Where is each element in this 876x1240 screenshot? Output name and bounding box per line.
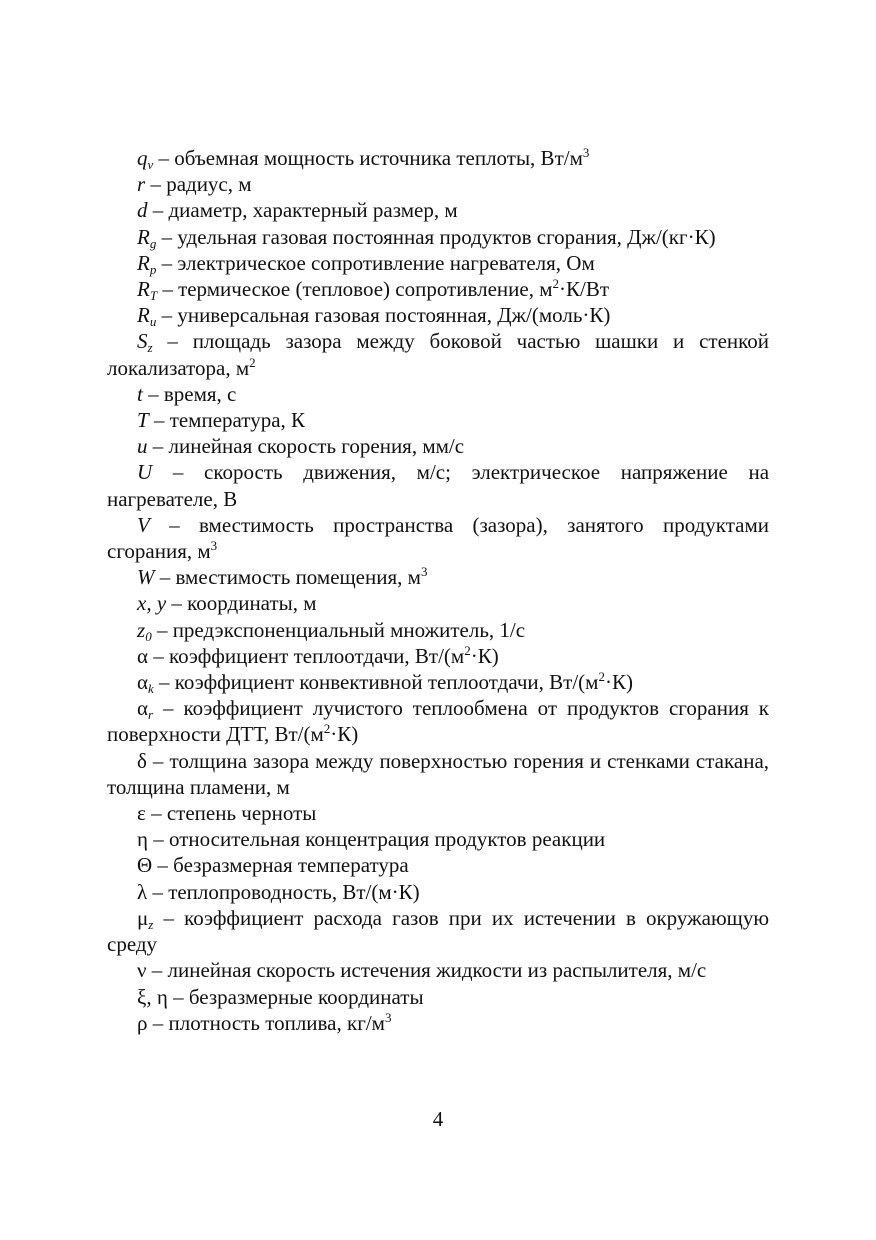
notation-description: диаметр, характерный размер, м xyxy=(168,198,458,223)
notation-description: универсальная газовая постоянная, Дж/(моль·К) xyxy=(177,303,611,328)
symbol-subscript: g xyxy=(149,235,157,251)
notation-dash: – xyxy=(161,250,173,275)
unit-superscript: 2 xyxy=(552,276,559,292)
notation-dash: – xyxy=(152,879,163,904)
symbol-base: T xyxy=(137,408,149,433)
notation-symbol xyxy=(137,906,153,930)
notation-description: коэффициент лучистого теплообмена от продуктов сгорания к поверхности ДТТ, Вт/(м xyxy=(107,696,770,747)
notation-entry xyxy=(107,852,769,878)
notation-description: коэффициент расхода газов при их истечении в окружающую среду xyxy=(107,905,770,957)
notation-dash: – xyxy=(169,512,180,537)
notation-entry xyxy=(107,905,769,957)
notation-dash: – xyxy=(162,277,173,302)
notation-dash: – xyxy=(173,984,184,1009)
notation-description: коэффициент конвективной теплоотдачи, Вт/(м xyxy=(174,670,599,695)
notation-entry xyxy=(107,1010,769,1036)
symbol-subscript: 0 xyxy=(145,628,152,644)
notation-entry xyxy=(107,224,769,250)
notation-entry xyxy=(107,826,769,852)
notation-description: скорость движения, м/с; электрическое напряжение на нагревателе, В xyxy=(107,460,770,511)
symbol-base: μ xyxy=(137,905,149,930)
unit-superscript: 3 xyxy=(384,1009,392,1025)
unit-superscript: 3 xyxy=(210,538,218,554)
notation-description: коэффициент теплоотдачи, Вт/(м xyxy=(169,643,465,668)
notation-entry xyxy=(107,695,769,747)
notation-symbol xyxy=(137,749,147,773)
notation-description: вместимость помещения, м xyxy=(175,565,421,590)
notation-description: линейная скорость горения, мм/с xyxy=(168,434,465,459)
notation-description: линейная скорость истечения жидкости из распылителя, м/с xyxy=(167,958,707,983)
notation-description: термическое (тепловое) сопротивление, м xyxy=(178,277,553,302)
notation-dash: – xyxy=(156,617,168,642)
notation-symbol xyxy=(137,146,153,170)
notation-description: плотность топлива, кг/м xyxy=(168,1010,385,1035)
notation-description: вместимость пространства (зазора), занятого продуктами сгорания, м xyxy=(107,512,769,564)
notation-list xyxy=(107,145,769,1036)
notation-entry xyxy=(107,302,769,328)
symbol-base: δ xyxy=(137,748,147,773)
symbol-subscript: r xyxy=(148,707,154,723)
notation-symbol xyxy=(137,434,148,458)
notation-symbol xyxy=(137,958,147,982)
notation-entry xyxy=(107,197,769,223)
notation-dash: – xyxy=(161,303,173,328)
notation-description: удельная газовая постоянная продуктов сгорания, Дж/(кг·К) xyxy=(177,224,716,249)
notation-description: безразмерная температура xyxy=(173,853,409,878)
notation-dash: – xyxy=(152,1010,164,1035)
notation-entry xyxy=(107,617,769,643)
unit-tail: ·К) xyxy=(604,670,633,695)
notation-dash: – xyxy=(152,434,164,459)
notation-dash: – xyxy=(153,408,165,433)
symbol-subscript: z xyxy=(148,916,154,932)
symbol-subscript: k xyxy=(148,681,154,697)
notation-dash: – xyxy=(153,827,164,852)
notation-description: радиус, м xyxy=(166,172,252,197)
notation-description: время, с xyxy=(163,381,237,406)
notation-symbol xyxy=(137,591,166,615)
notation-description: толщина зазора между поверхностью горения и стенками стакана, толщина пламени, м xyxy=(107,748,770,799)
symbol-base: Θ xyxy=(137,853,153,878)
notation-description: электрическое сопротивление нагревателя, Ом xyxy=(177,250,595,275)
notation-description: относительная концентрация продуктов реакции xyxy=(168,827,606,852)
symbol-base: r xyxy=(137,172,146,197)
symbol-base: W xyxy=(137,565,155,590)
symbol-base: α xyxy=(137,643,149,668)
notation-entry xyxy=(107,381,769,407)
notation-entry xyxy=(107,957,769,983)
notation-entry xyxy=(107,800,769,826)
unit-superscript: 3 xyxy=(582,145,590,160)
notation-entry xyxy=(107,643,769,669)
symbol-base: α xyxy=(137,670,149,695)
symbol-base: λ xyxy=(137,879,148,904)
notation-dash: – xyxy=(163,696,174,721)
notation-entry xyxy=(107,407,769,433)
notation-symbol xyxy=(137,696,154,723)
notation-symbol xyxy=(137,985,168,1009)
notation-description: предэкспоненциальный множитель, 1/с xyxy=(172,617,526,642)
notation-dash: – xyxy=(161,224,173,249)
unit-tail: ·К/Вт xyxy=(558,277,610,302)
notation-symbol xyxy=(137,618,152,642)
notation-entry xyxy=(107,328,769,380)
symbol-subscript: v xyxy=(147,157,154,172)
notation-entry xyxy=(107,669,769,695)
notation-dash: – xyxy=(151,958,163,983)
symbol-base: q xyxy=(137,146,148,170)
symbol-subscript: T xyxy=(149,288,158,304)
notation-dash: – xyxy=(152,198,164,223)
symbol-base: R xyxy=(137,303,150,328)
notation-symbol xyxy=(137,460,152,484)
symbol-base: V xyxy=(137,512,150,537)
symbol-base: ν xyxy=(137,958,147,983)
notation-symbol xyxy=(137,801,146,825)
symbol-subscript: u xyxy=(149,314,157,330)
notation-dash: – xyxy=(157,853,168,878)
symbol-base: S xyxy=(137,329,148,354)
notation-symbol xyxy=(137,251,156,275)
symbol-base: z xyxy=(137,617,146,642)
notation-entry xyxy=(107,512,769,564)
notation-entry xyxy=(107,459,769,511)
symbol-base: ξ, η xyxy=(137,984,168,1009)
symbol-base: ρ xyxy=(137,1010,148,1035)
unit-superscript: 3 xyxy=(420,564,428,580)
notation-symbol xyxy=(137,827,148,851)
notation-symbol xyxy=(137,382,143,406)
notation-symbol xyxy=(137,670,154,697)
notation-symbol xyxy=(137,644,148,668)
notation-symbol xyxy=(137,565,155,589)
unit-tail: ·К) xyxy=(470,643,499,668)
notation-symbol xyxy=(137,198,148,222)
symbol-subscript: z xyxy=(147,340,153,356)
notation-entry xyxy=(107,984,769,1010)
unit-superscript: 2 xyxy=(249,354,256,370)
notation-description: теплопроводность, Вт/(м·К) xyxy=(168,879,420,904)
notation-entry xyxy=(107,879,769,905)
notation-entry xyxy=(107,250,769,276)
notation-description: объемная мощность источника теплоты, Вт/м xyxy=(174,146,583,170)
notation-entry xyxy=(107,590,769,616)
notation-dash: – xyxy=(151,801,162,826)
notation-symbol xyxy=(137,1011,147,1035)
notation-symbol xyxy=(137,225,156,249)
notation-symbol xyxy=(137,172,145,196)
notation-dash: – xyxy=(171,591,182,616)
notation-symbol xyxy=(137,513,150,537)
symbol-base: t xyxy=(137,381,143,406)
notation-symbol xyxy=(137,853,152,877)
notation-dash: – xyxy=(163,905,174,930)
notation-entry xyxy=(107,145,769,171)
notation-description: температура, К xyxy=(169,408,306,433)
notation-dash: – xyxy=(152,748,164,773)
notation-entry xyxy=(107,171,769,197)
notation-dash: – xyxy=(153,643,164,668)
notation-symbol xyxy=(137,329,153,356)
notation-entry xyxy=(107,564,769,590)
unit-superscript: 2 xyxy=(323,721,331,737)
notation-description: координаты, м xyxy=(187,591,317,616)
notation-symbol xyxy=(137,277,158,304)
unit-superscript: 2 xyxy=(464,642,471,658)
notation-symbol xyxy=(137,303,157,330)
notation-description: степень черноты xyxy=(166,801,317,826)
notation-dash: – xyxy=(159,565,171,590)
unit-tail: ·К) xyxy=(330,722,359,747)
notation-symbol xyxy=(137,880,147,904)
symbol-base: η xyxy=(137,827,148,852)
notation-dash: – xyxy=(167,329,178,354)
symbol-base: α xyxy=(137,696,149,721)
notation-entry xyxy=(107,433,769,459)
symbol-base: U xyxy=(137,460,153,485)
notation-symbol xyxy=(137,408,149,432)
symbol-base: d xyxy=(137,198,148,223)
symbol-base: R xyxy=(137,277,150,302)
symbol-base: x, y xyxy=(137,591,167,616)
notation-dash: – xyxy=(158,146,170,170)
symbol-base: ε xyxy=(137,801,146,826)
notation-entry xyxy=(107,748,769,800)
notation-dash: – xyxy=(150,172,161,197)
unit-superscript: 2 xyxy=(598,669,605,685)
notation-description: площадь зазора между боковой частью шашки и стенкой локализатора, м xyxy=(107,329,769,380)
symbol-base: u xyxy=(137,434,148,459)
notation-dash: – xyxy=(172,460,184,485)
page-number: 4 xyxy=(432,1107,444,1131)
notation-description: безразмерные координаты xyxy=(188,984,424,1009)
symbol-base: R xyxy=(137,224,150,249)
notation-dash: – xyxy=(148,381,159,406)
symbol-base: R xyxy=(137,250,150,275)
notation-dash: – xyxy=(159,670,170,695)
symbol-subscript: p xyxy=(149,261,157,277)
notation-entry xyxy=(107,276,769,302)
